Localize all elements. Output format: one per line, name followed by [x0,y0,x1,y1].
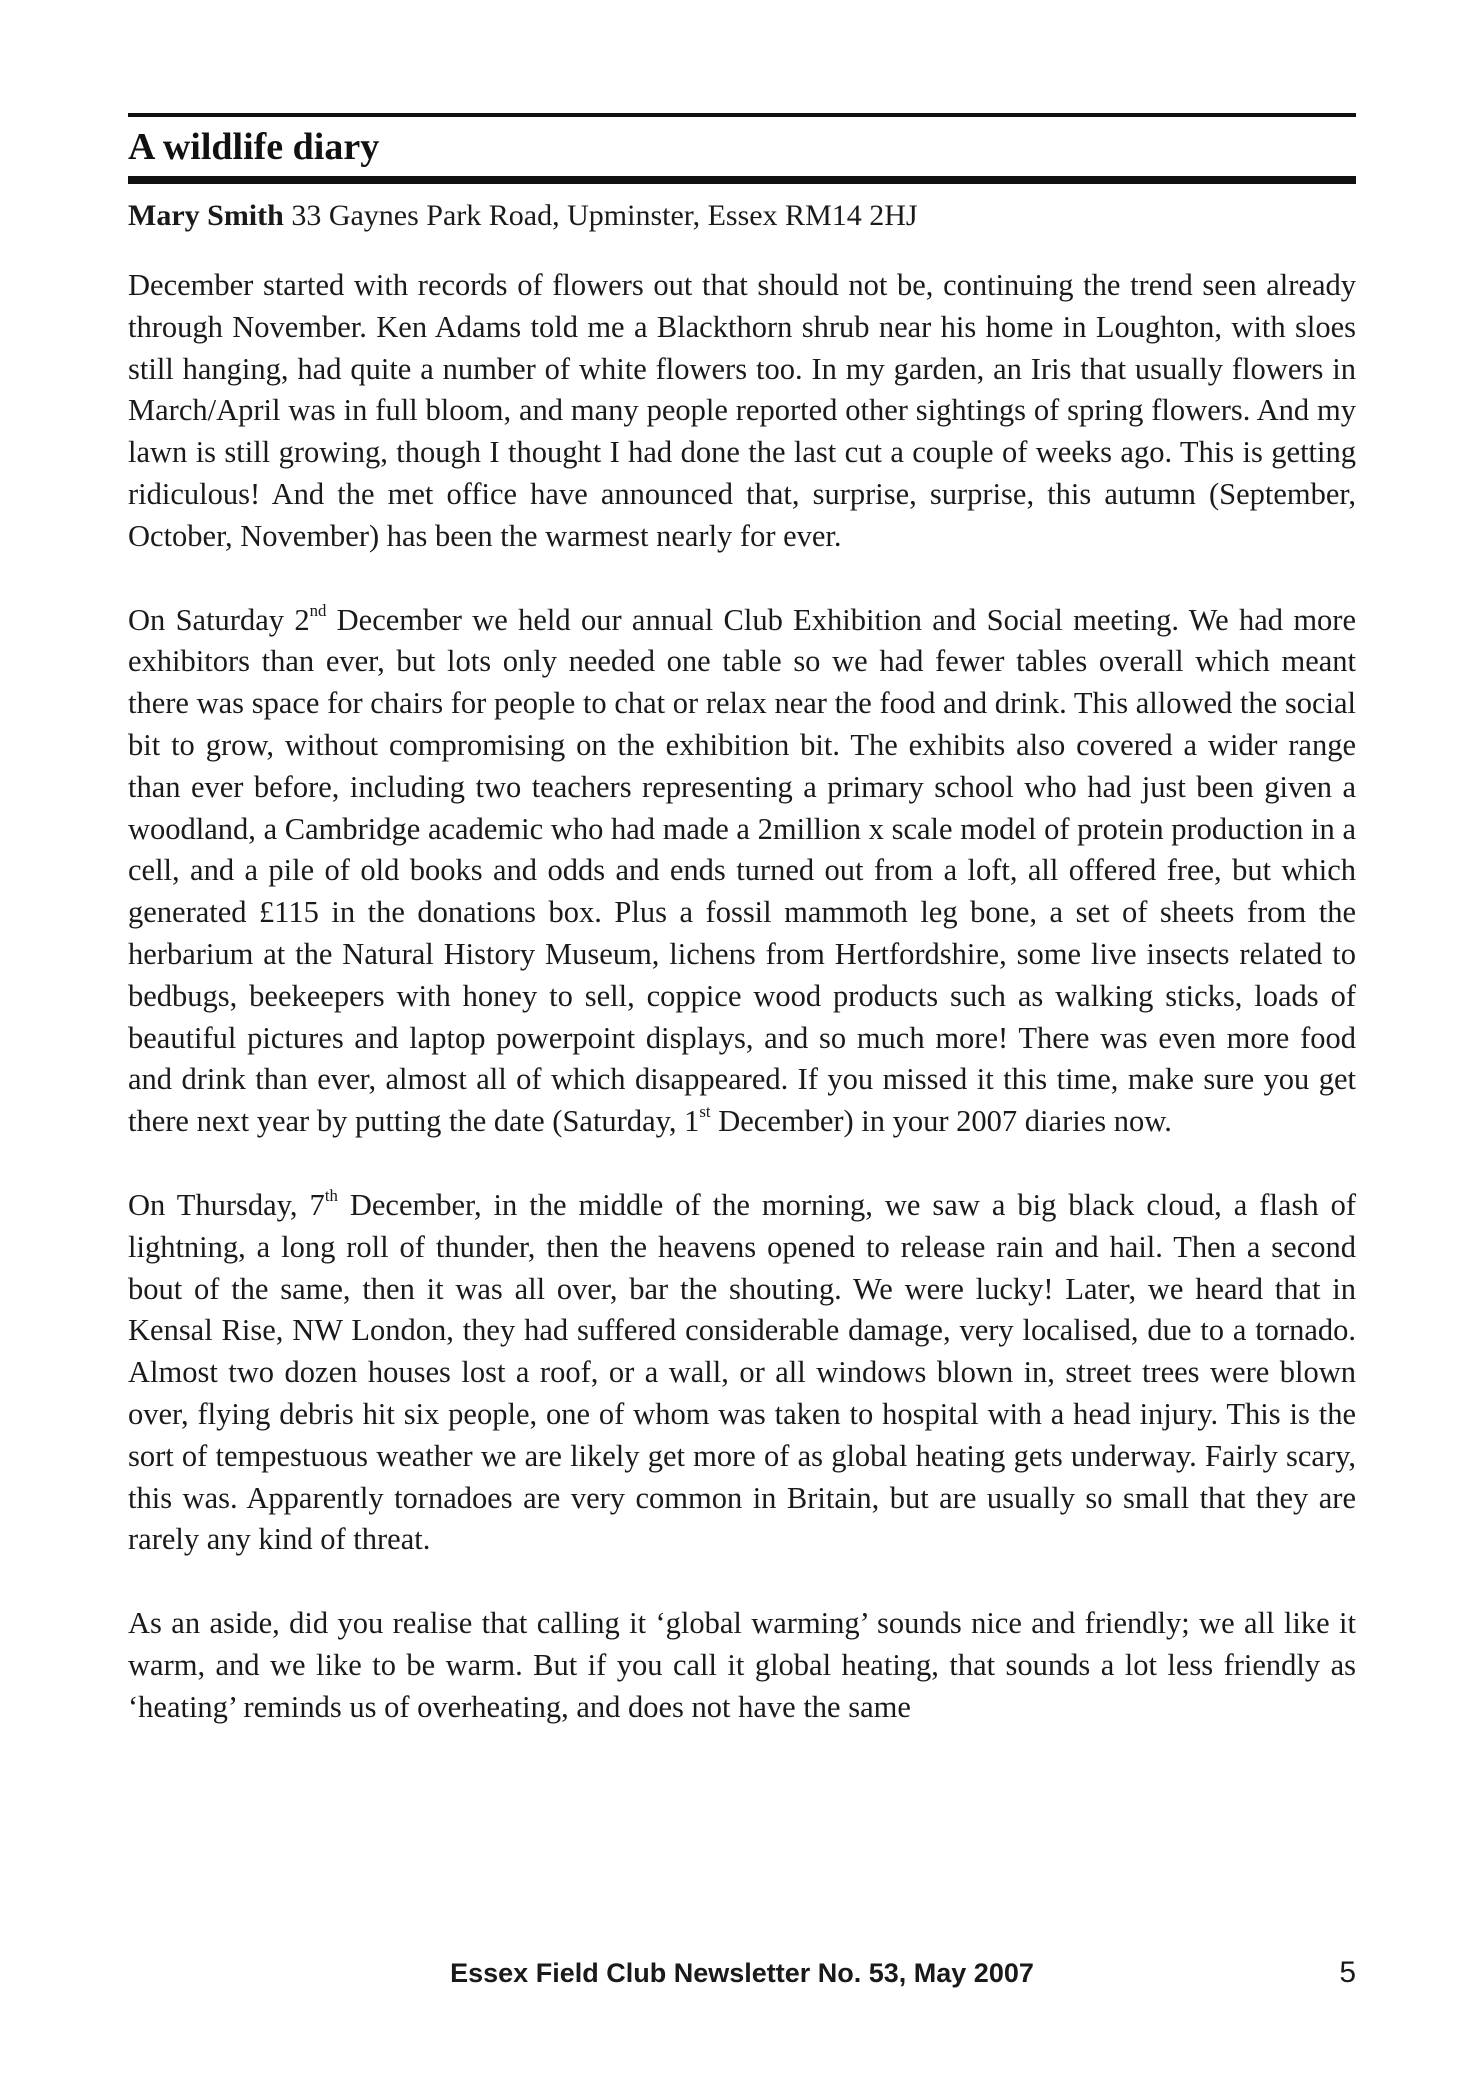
ordinal-suffix: nd [309,600,327,620]
paragraph-3 [128,1185,1356,1561]
paragraph-4 [128,1603,1356,1728]
publication-title: Essex Field Club Newsletter No. 53, May 2007 [450,1958,1034,1988]
author-name: Mary Smith [128,199,284,232]
header-rule-top [128,113,1356,117]
ordinal-suffix: th [324,1185,338,1205]
paragraph-text: On Thursday, 7 [128,1187,325,1222]
author-address: 33 Gaynes Park Road, Upminster, Essex RM14 2HJ [283,199,918,232]
article-title: A wildlife diary [128,126,380,168]
ordinal-suffix: st [699,1101,711,1121]
header-rule-bottom [128,176,1356,184]
article-body [128,265,1356,1771]
paragraph-2 [128,600,1356,1143]
paragraph-text: December started with records of flowers out that should not be, continuing the trend seen already through November. Ken Adams told me a Blackthorn shrub near his home in Loughton, with sloes still hanging, had quite a number of white flowers too. In my garden, an Iris that usually flowers in March/April was in full bloom, and many people reported other sightings of spring flowers. And my lawn is still growing, though I thought I had done the last cut a couple of weeks ago. This is getting ridiculous! And the met office have announced that, surprise, surprise, this autumn (September, October, November) has been the warmest nearly for ever. [128,268,1356,553]
paragraph-text: December we held our annual Club Exhibition and Social meeting. We had more exhibitors than ever, but lots only needed one table so we had fewer tables overall which meant there was space for chairs for people to chat or relax near the food and drink. This allowed the social bit to grow, without compromising on the exhibition bit. The exhibits also covered a wider range than ever before, including two teachers representing a primary school who had just been given a woodland, a Cambridge academic who had made a 2million x scale model of protein production in a cell, and a pile of old books and odds and ends turned out from a loft, all offered free, but which generated £115 in the donations box. Plus a fossil mammoth leg bone, a set of sheets from the herbarium at the Natural History Museum, lichens from Hertfordshire, some live insects related to bedbugs, beekeepers with honey to sell, coppice wood products such as walking sticks, loads of beautiful pictures and laptop powerpoint displays, and so much more! There was even more food and drink than ever, almost all of which disappeared. If you missed it this time, make sure you get there next year by putting the date (Saturday, 1 [128,602,1356,1139]
paragraph-text: December, in the middle of the morning, we saw a big black cloud, a flash of lightning, a long roll of thunder, then the heavens opened to release rain and hail. Then a second bout of the same, then it was all over, bar the shouting. We were lucky! Later, we heard that in Kensal Rise, NW London, they had suffered considerable damage, very localised, due to a tornado. Almost two dozen houses lost a roof, or a wall, or all windows blown in, street trees were blown over, flying debris hit six people, one of whom was taken to hospital with a head injury. This is the sort of tempestuous weather we are likely get more of as global heating gets underway. Fairly scary, this was. Apparently tornadoes are very common in Britain, but are usually so small that they are rarely any kind of threat. [128,1187,1356,1557]
page-footer [128,1953,1356,1993]
page-number: 5 [1339,1956,1356,1989]
paragraph-text: As an aside, did you realise that calling it ‘global warming’ sounds nice and friendly; we all like it warm, and we like to be warm. But if you call it global heating, that sounds a lot less friendly as ‘heating’ reminds us of overheating, and does not have the same [128,1606,1356,1724]
author-line [128,196,918,236]
paragraph-text: On Saturday 2 [128,602,310,637]
paragraph-1 [128,265,1356,558]
paragraph-text: December) in your 2007 diaries now. [710,1104,1172,1139]
